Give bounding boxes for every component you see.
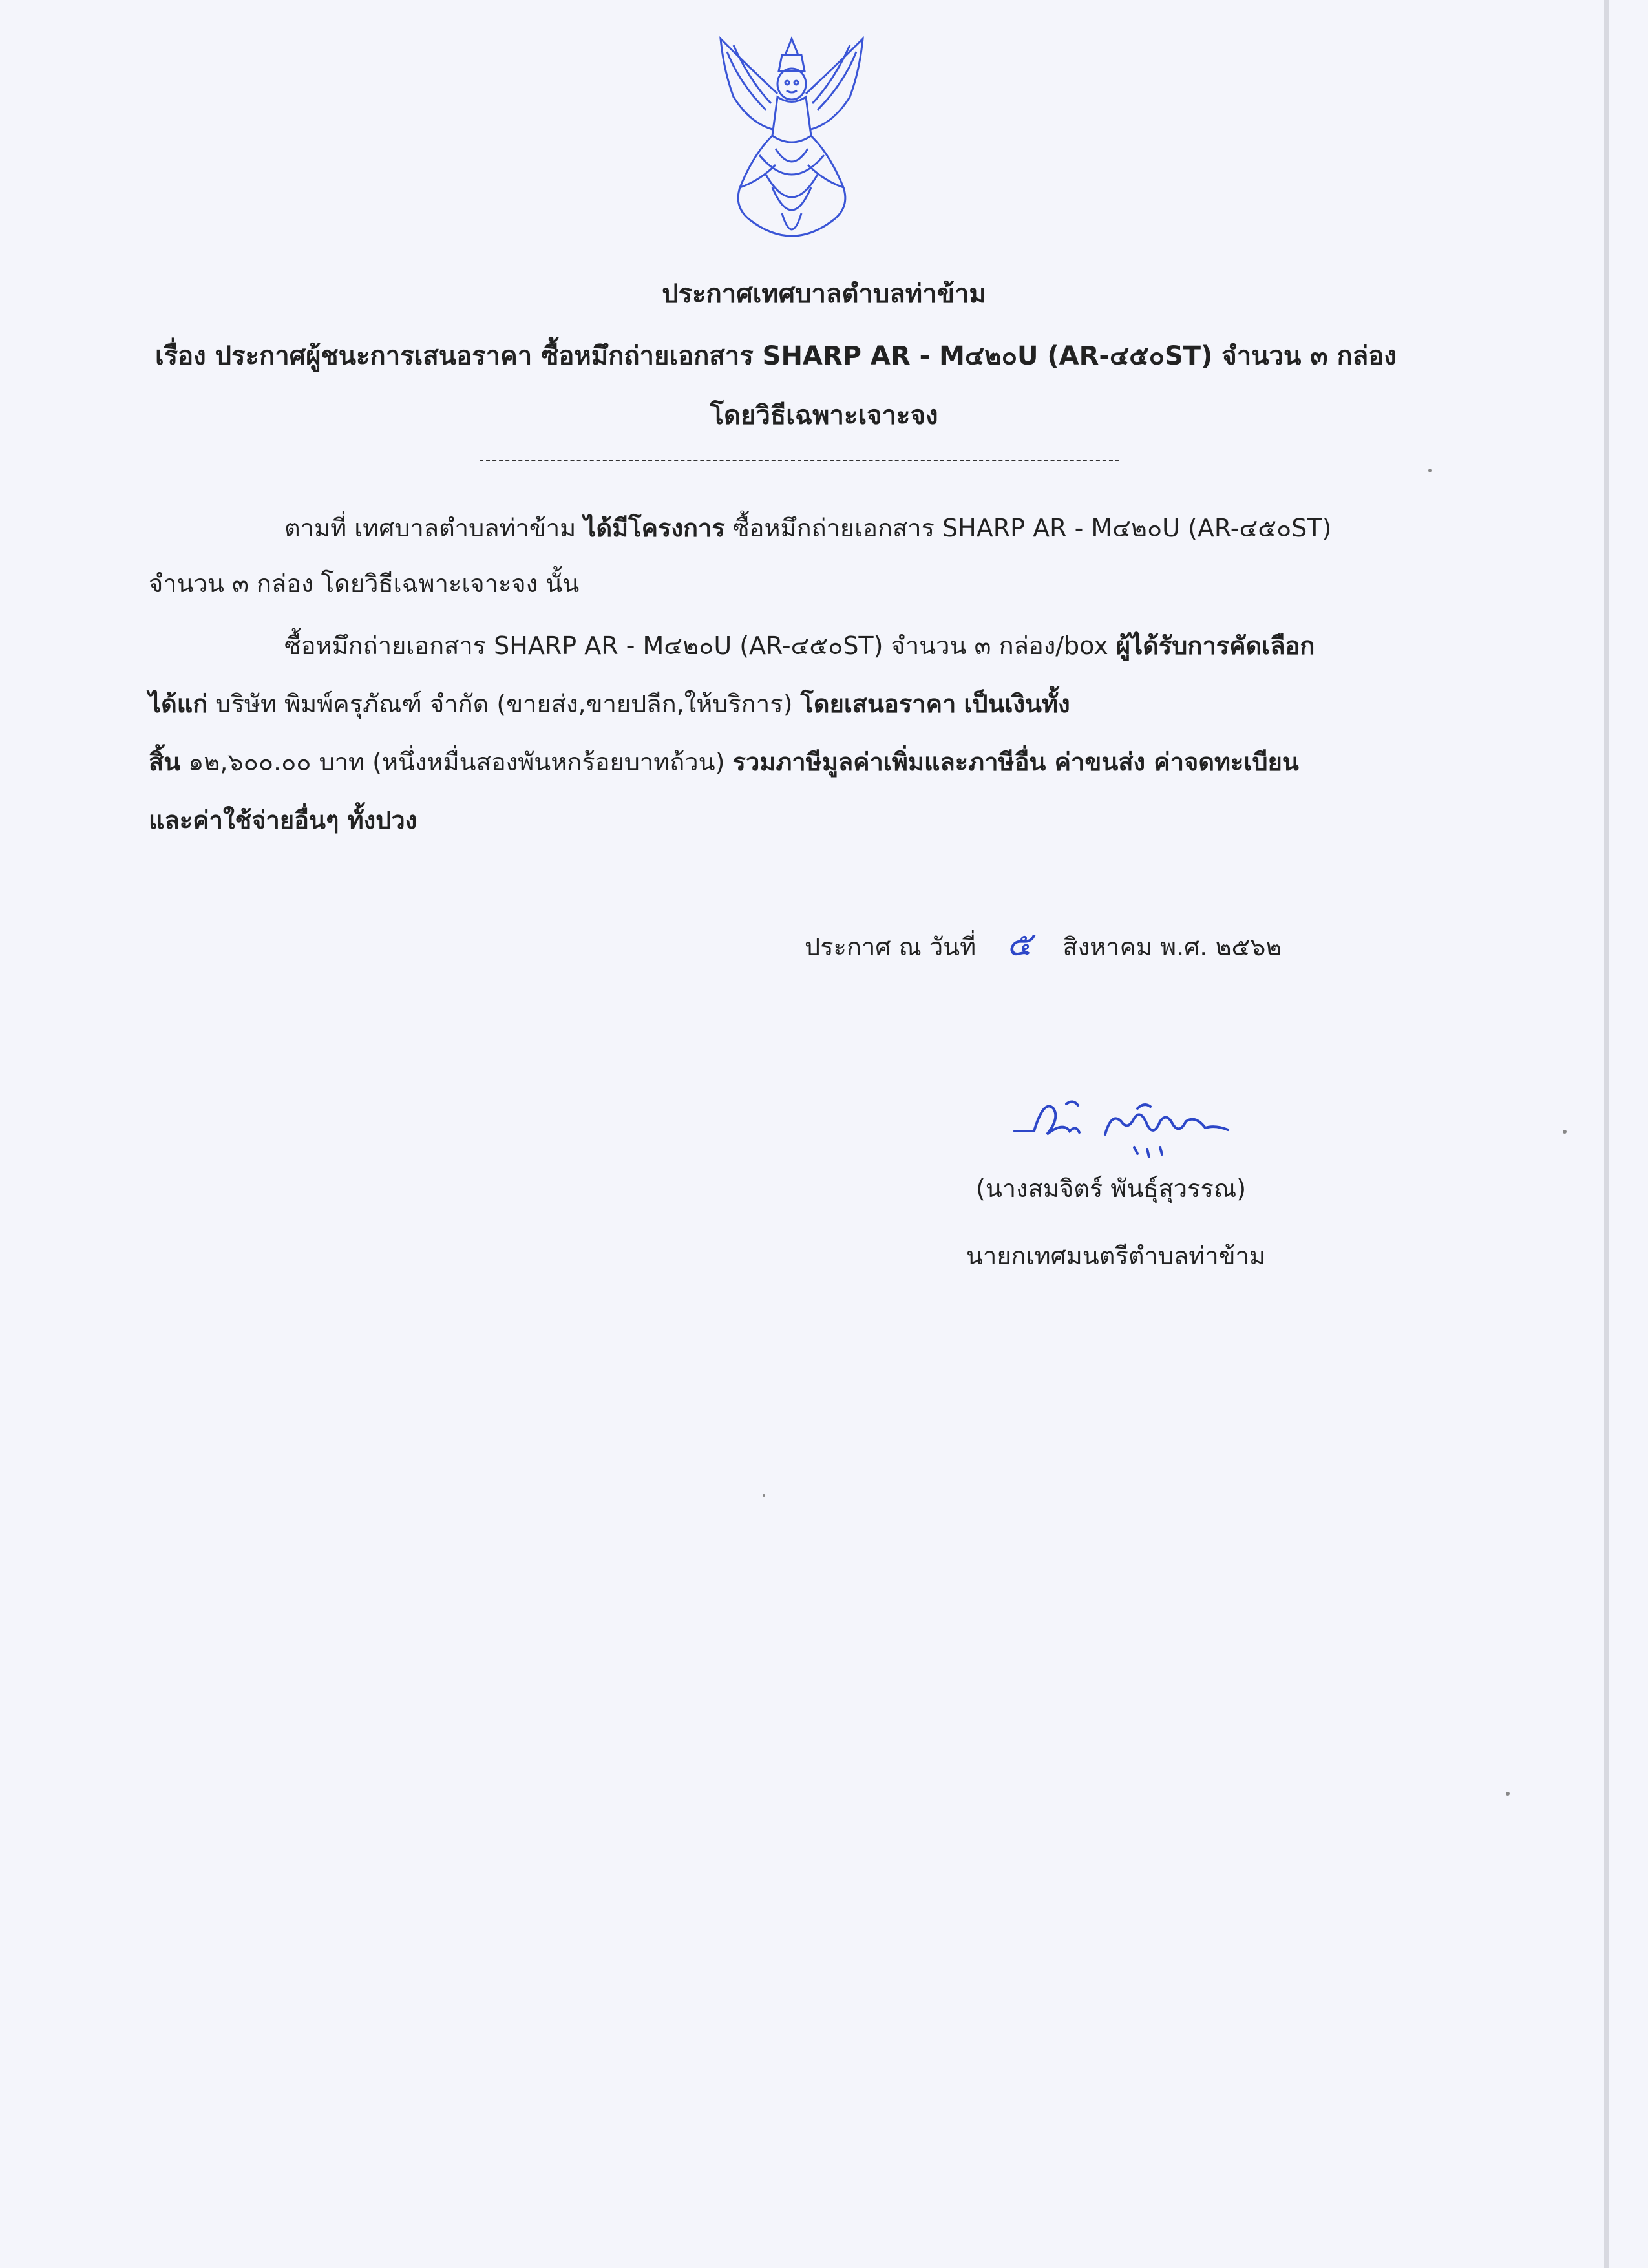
para2-line4: และค่าใช้จ่ายอื่นๆ ทั้งปวง [149,806,417,834]
announcement-subject: เรื่อง ประกาศผู้ชนะการเสนอราคา ซื้อหมึกถ่ายเอกสาร SHARP AR - M๔๒๐U (AR-๔๕๐ST) จำนวน ๓ กล่อง [155,341,1397,371]
scan-speck [1506,1792,1510,1796]
para1-text-a: ตามที่ เทศบาลตำบลท่าข้าม [284,514,576,542]
scan-edge [1604,0,1609,2268]
garuda-emblem-icon [695,26,889,259]
paragraph-2-line-2 [149,684,1070,723]
announcement-title: ประกาศเทศบาลตำบลท่าข้าม [662,279,986,309]
divider [480,460,1119,461]
para2-line2-d: เป็นเงินทั้ง [964,690,1070,718]
para2-text-a: ซื้อหมึกถ่ายเอกสาร SHARP AR - M๔๒๐U (AR-๔๕๐ST) จำนวน ๓ กล่อง/box [284,631,1108,660]
signer-position: นายกเทศมนตรีตำบลท่าข้าม [966,1242,1266,1270]
paragraph-2-line-4 [149,800,417,840]
scan-speck [763,1494,765,1497]
paragraph-1-line-2: จำนวน ๓ กล่อง โดยวิธีเฉพาะเจาะจง นั้น [149,569,580,598]
paragraph-1-line-1 [284,508,1331,547]
scan-speck [1428,469,1432,472]
para2-line3-c: รวมภาษีมูลค่าเพิ่มและภาษีอื่น ค่าขนส่ง ค่าจดทะเบียน [732,748,1299,776]
para1-text-b: ได้มีโครงการ [584,514,725,542]
announcement-date [805,917,1282,970]
para2-line2-b: บริษัท พิมพ์ครุภัณฑ์ จำกัด (ขายส่ง,ขายปลีก,ให้บริการ) [215,690,793,718]
para2-line2-a: ได้แก่ [149,690,208,718]
date-day-handwritten: ๕ [1006,925,1032,964]
paragraph-2-line-3 [149,742,1299,781]
procurement-method: โดยวิธีเฉพาะเจาะจง [710,401,938,430]
signer-name: (นางสมจิตร์ พันธุ์สุวรรณ) [976,1174,1247,1203]
para2-text-b: ผู้ได้รับการคัดเลือก [1115,631,1315,660]
date-suffix: สิงหาคม พ.ศ. ๒๕๖๒ [1062,933,1282,961]
paragraph-2-line-1 [284,626,1315,665]
para1-text-c: ซื้อหมึกถ่ายเอกสาร SHARP AR - M๔๒๐U (AR-๔๕๐ST) [732,514,1332,542]
para2-line3-a: สิ้น [149,748,181,776]
para2-line2-c: โดยเสนอราคา [800,690,956,718]
signature-icon [1008,1086,1254,1176]
para2-line3-b: ๑๒,๖๐๐.๐๐ บาท (หนึ่งหมื่นสองพันหกร้อยบาทถ้วน) [188,748,725,776]
date-prefix: ประกาศ ณ วันที่ [805,933,977,961]
scan-speck [1563,1130,1567,1134]
